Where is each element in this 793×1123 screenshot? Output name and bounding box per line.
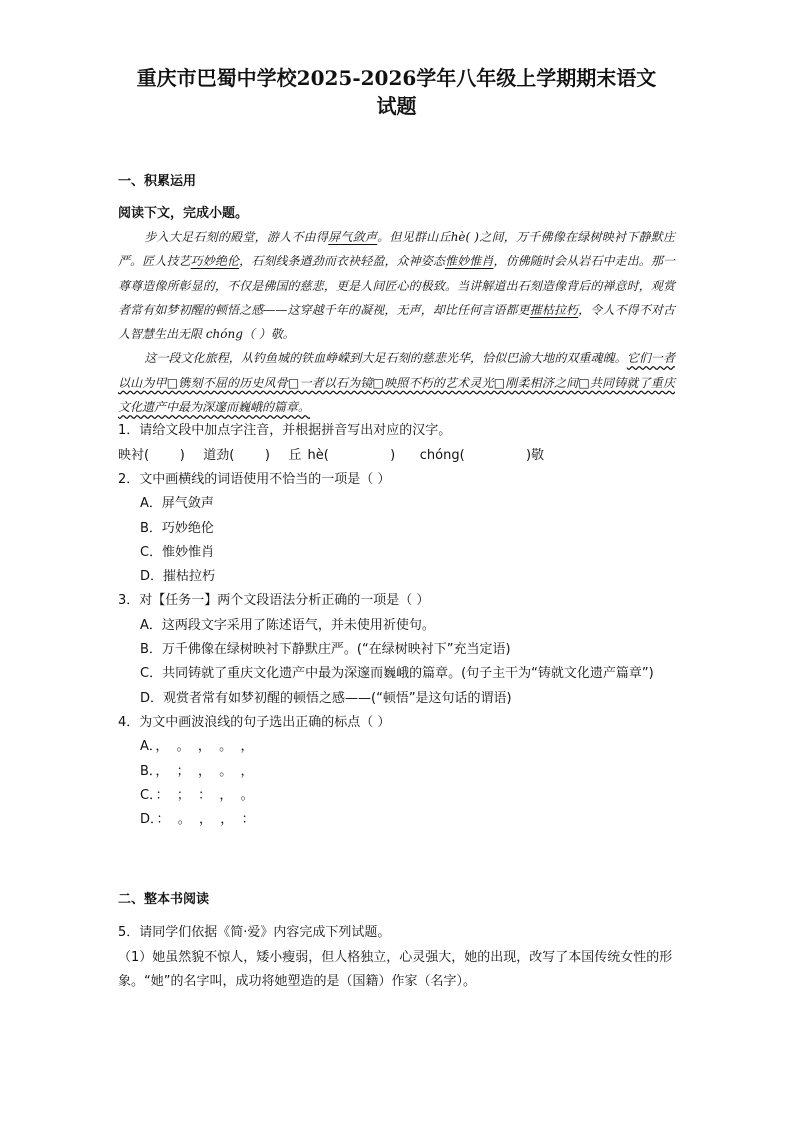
- passage-paragraph-2: [118, 346, 675, 419]
- option-d[interactable]: D．摧枯拉朽: [140, 569, 216, 585]
- question-5-part-1: （1）她虽然貌不惊人，矮小瘦弱，但人格独立，心灵强大，她的出现，改写了本国传统女性的形象。“她”的名字叫，成功将她塑造的是（国籍）作家（名字）。: [118, 949, 673, 990]
- underlined-phrase: 巧妙绝伦: [190, 254, 240, 269]
- question-5: 5．请同学们依据《简·爱》内容完成下列试题。: [118, 925, 391, 941]
- fill-blank-line: 映衬( ) 道劲( ) 丘 hè( ) chóng( )敬: [118, 447, 545, 463]
- option-a[interactable]: A．屏气敛声: [140, 496, 214, 512]
- section-heading-whole-book: 二、整本书阅读: [118, 892, 210, 908]
- passage-text: 这一段文化旅程，从钓鱼城的铁血峥嵘到大足石刻的慈悲光华，恰似巴渝大地的双重魂魄。: [144, 351, 627, 366]
- option-c[interactable]: C．： ； ： ， 。: [140, 787, 254, 803]
- passage-text: ，石刻线条遒劲而衣袂轻盈，众神姿态: [239, 254, 445, 269]
- option-a[interactable]: A．这两段文字采用了陈述语气，并未使用祈使句。: [140, 617, 435, 633]
- reading-passage: [118, 225, 675, 419]
- option-b[interactable]: B．万千佛像在绿树映衬下静默庄严。(“在绿树映衬下”充当定语): [140, 642, 511, 658]
- passage-text: ，仿佛随时会从岩石中走出。那一尊尊造像所彰显的，不仅是佛国的慈悲，更是人间匠心的极致。当讲解道出石刻造像背后的禅意时，观赏者常有如梦初醒的顿悟之感——这穿越千年的凝视，无声，却比任何言语都更: [118, 254, 675, 317]
- underlined-phrase: 摧枯拉朽: [529, 302, 579, 317]
- option-d[interactable]: D．： 。 ， ， ：: [140, 812, 255, 828]
- option-b[interactable]: B．， ； ， 。 ，: [140, 763, 254, 779]
- underlined-phrase: 惟妙惟肖: [445, 254, 494, 269]
- passage-paragraph-1: [118, 225, 675, 346]
- wavy-underlined-sentence: 它们一者以山为甲□镌刻不屈的历史风骨□一者以石为镜□映照不朽的艺术灵光□刚柔相济之间□共同铸就了重庆文化遗产中最为深邃而巍峨的篇章。: [118, 351, 675, 415]
- option-b[interactable]: B．巧妙绝伦: [140, 520, 214, 536]
- question-3: 3．对【任务一】两个文段语法分析正确的一项是（ ）: [118, 593, 430, 609]
- question-4: 4．为文中画波浪线的句子选出正确的标点（ ）: [118, 714, 391, 730]
- option-d[interactable]: D．观赏者常有如梦初醒的顿悟之感——(“顿悟”是这句话的谓语): [140, 690, 512, 706]
- option-c[interactable]: C．共同铸就了重庆文化遗产中最为深邃而巍峨的篇章。(句子主干为“铸就文化遗产篇章”): [140, 666, 654, 682]
- passage-text: ，令人不得不对古人智慧生出无限 chóng（ ）敬。: [118, 302, 675, 342]
- question-1: 1．请给文段中加点字注音，并根据拼音写出对应的汉字。: [118, 423, 452, 439]
- underlined-phrase: 屏气敛声: [328, 230, 378, 244]
- question-1-blanks: [118, 444, 675, 468]
- option-c[interactable]: C．惟妙惟肖: [140, 544, 215, 560]
- passage-text: 。但见群山丘hè( )之间，万千佛像在绿树映衬下静默庄严。匠人技艺: [118, 230, 675, 269]
- section-heading-accumulation: 一、积累运用: [118, 174, 197, 189]
- passage-text: 步入大足石刻的殿堂，游人不由得: [144, 230, 329, 244]
- page-title: 重庆市巴蜀中学校2025-2026学年八年级上学期期末语文试题: [136, 66, 657, 118]
- option-a[interactable]: A．， 。 ， 。 ，: [140, 739, 254, 755]
- reading-instruction: 阅读下文，完成小题。: [118, 206, 249, 221]
- question-2: 2．文中画横线的词语使用不恰当的一项是（ ）: [118, 471, 391, 487]
